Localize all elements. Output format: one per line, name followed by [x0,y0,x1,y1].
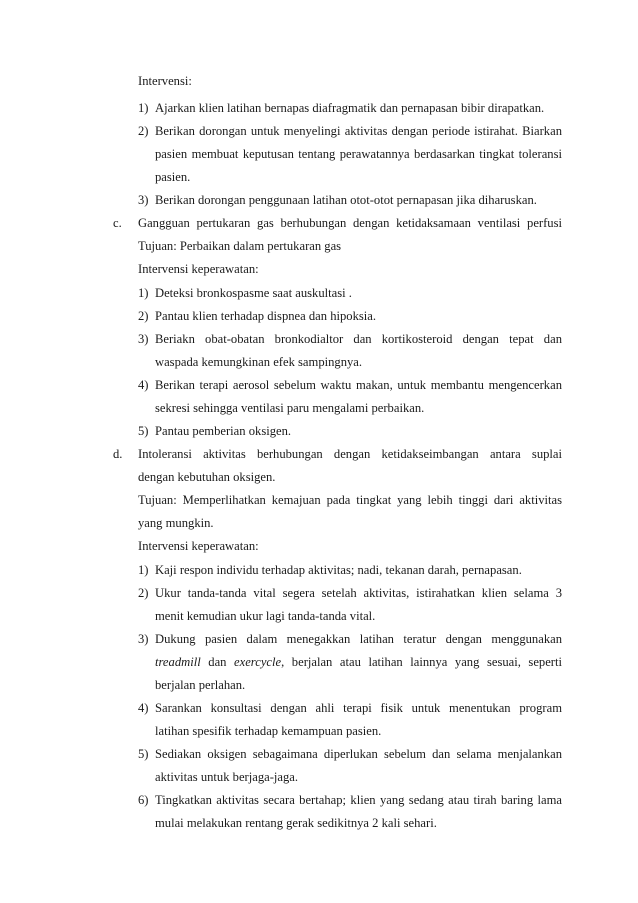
section-heading: Intervensi: [138,74,192,88]
list-number: 5) [138,747,149,761]
list-item-text: Tingkatkan aktivitas secara bertahap; klien yang sedang atau tirah baring lama [155,793,562,807]
list-number: 1) [138,286,149,300]
list-number: 1) [138,563,149,577]
list-item-text: Pantau klien terhadap dispnea dan hipoksia. [155,309,377,323]
list-item-text: Ajarkan klien latihan bernapas diafragmatik dan pernapasan bibir dirapatkan. [155,101,545,115]
list-number: 2) [138,124,149,138]
list-item-text: Berikan dorongan untuk menyelingi aktivitas dengan periode istirahat. Biarkan [155,124,562,138]
list-item-text: mulai melakukan rentang gerak sedikitnya 2 kali sehari. [155,816,437,830]
text-span: dan [200,655,235,669]
section-title: dengan kebutuhan oksigen. [138,470,276,484]
list-item-text: aktivitas untuk berjaga-jaga. [155,770,299,784]
list-number: 2) [138,309,149,323]
list-item-text: Berikan dorongan penggunaan latihan otot-otot pernapasan jika diharuskan. [155,193,537,207]
section-heading: Intervensi keperawatan: [138,262,259,276]
list-item-text: Deteksi bronkospasme saat auskultasi . [155,286,352,300]
list-item-text: Kaji respon individu terhadap aktivitas; nadi, tekanan darah, pernapasan. [155,563,522,577]
list-item-text: Dukung pasien dalam menegakkan latihan teratur dengan menggunakan [155,632,562,646]
list-number: 1) [138,101,149,115]
italic-term: exercycle [234,655,282,669]
list-number: 6) [138,793,149,807]
list-item-text: menit kemudian ukur lagi tanda-tanda vital. [155,609,376,623]
section-letter: c. [113,216,122,230]
italic-term: treadmill [155,655,201,669]
section-heading: Intervensi keperawatan: [138,539,259,553]
list-item-text: Sarankan konsultasi dengan ahli terapi fisik untuk menentukan program [155,701,562,715]
list-item-text: Sediakan oksigen sebagaimana diperlukan sebelum dan selama menjalankan [155,747,562,761]
list-number: 4) [138,701,149,715]
goal-text: Tujuan: Perbaikan dalam pertukaran gas [138,239,342,253]
list-item-text: Pantau pemberian oksigen. [155,424,292,438]
list-item-text: waspada kemungkinan efek sampingnya. [155,355,363,369]
list-number: 5) [138,424,149,438]
list-item-text: Berikan terapi aerosol sebelum waktu makan, untuk membantu mengencerkan [155,378,562,392]
section-title: Gangguan pertukaran gas berhubungan dengan ketidaksamaan ventilasi perfusi [138,216,562,230]
goal-text: yang mungkin. [138,516,214,530]
list-item-text: pasien. [155,170,191,184]
list-item-text: pasien membuat keputusan tentang perawatannya berdasarkan tingkat toleransi [155,147,562,161]
list-item-text: Ukur tanda-tanda vital segera setelah aktivitas, istirahatkan klien selama 3 [155,586,562,600]
list-item-text: sekresi sehingga ventilasi paru mengalami perbaikan. [155,401,425,415]
list-number: 3) [138,193,149,207]
section-letter: d. [113,447,123,461]
list-item-text: Beriakn obat-obatan bronkodialtor dan kortikosteroid dengan tepat dan [155,332,562,346]
list-item-text: berjalan perlahan. [155,678,246,692]
list-number: 4) [138,378,149,392]
list-number: 3) [138,632,149,646]
goal-text: Tujuan: Memperlihatkan kemajuan pada tingkat yang lebih tinggi dari aktivitas [138,493,562,507]
text-span: , berjalan atau latihan lainnya yang sesuai, seperti [281,655,563,669]
list-number: 3) [138,332,149,346]
list-item-text: latihan spesifik terhadap kemampuan pasien. [155,724,382,738]
list-number: 2) [138,586,149,600]
section-title: Intoleransi aktivitas berhubungan dengan ketidakseimbangan antara suplai [138,447,562,461]
list-item-text [155,655,562,670]
